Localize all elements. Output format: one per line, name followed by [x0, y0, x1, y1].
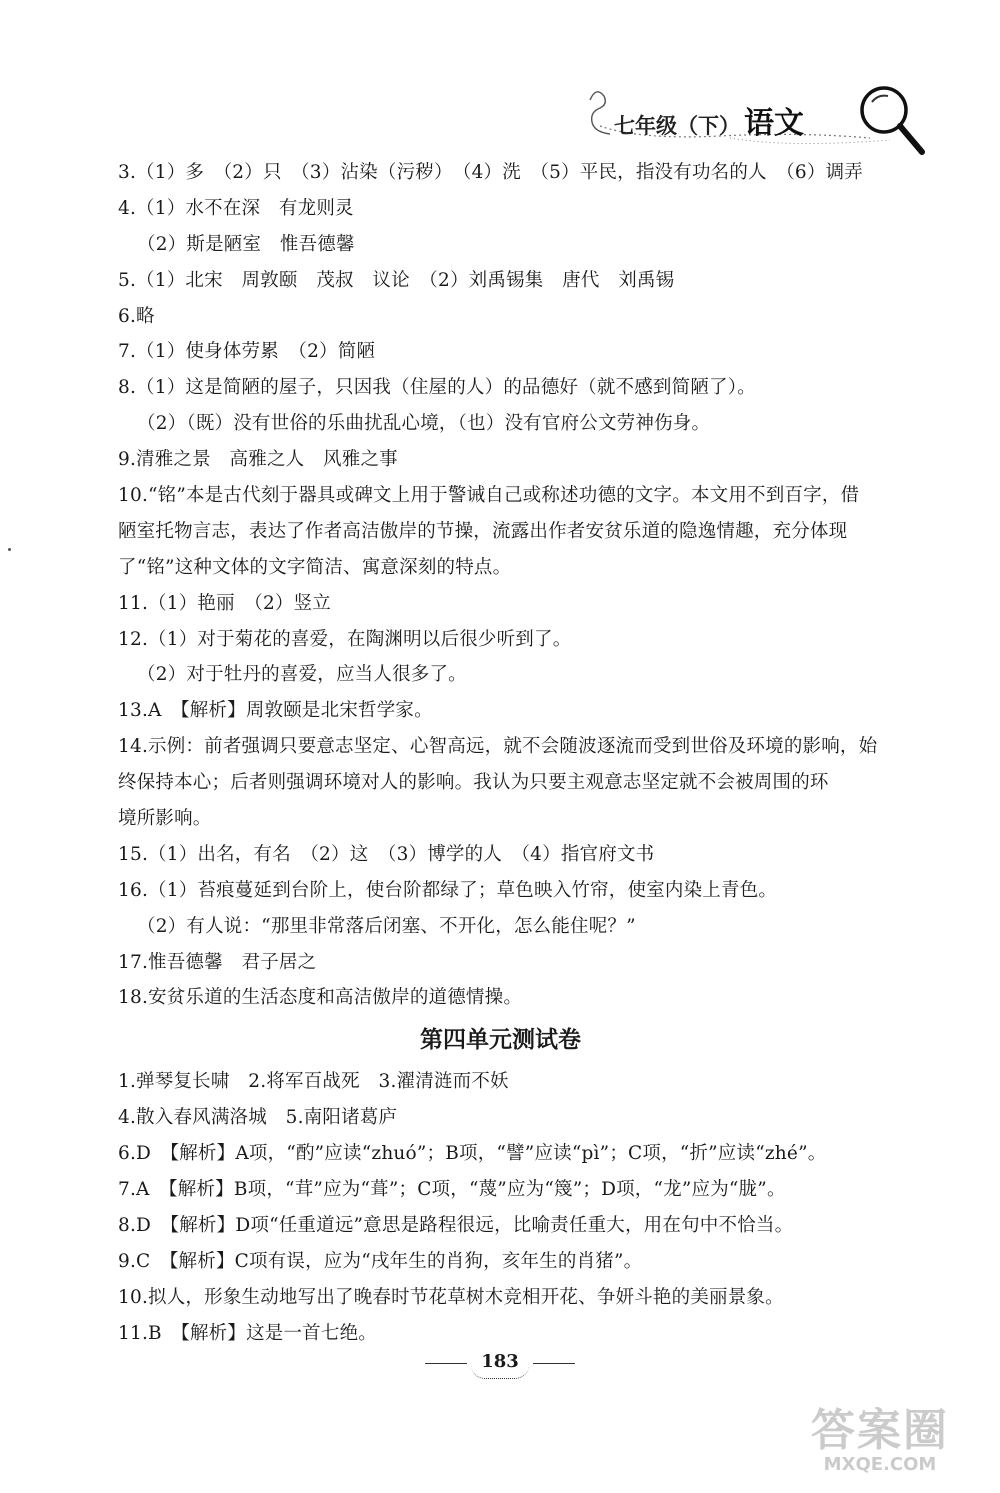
margin-mark [8, 548, 11, 551]
answer-line: 16.（1）苔痕蔓延到台阶上，使台阶都绿了；草色映入竹帘，使室内染上青色。 [118, 879, 778, 901]
answer-line: 9.C 【解析】C项有误，应为“戌年生的肖狗，亥年生的肖猪”。 [118, 1250, 643, 1272]
answer-line: 境所影响。 [118, 808, 212, 830]
answer-line: （2）有人说：“那里非常落后闭塞、不开化，怎么能住呢？” [137, 915, 636, 937]
subject-label: 语文 [744, 106, 804, 141]
answer-line: 6.D 【解析】A项，“酌”应读“zhuó”；B项，“譬”应读“pì”；C项，“折”应读“zhé”。 [118, 1143, 827, 1165]
answers-part-one [118, 155, 918, 1016]
grade-label: 七年级（下） [614, 114, 740, 138]
answer-line: （2）斯是陋室 惟吾德馨 [137, 233, 355, 255]
answer-content [118, 155, 918, 1352]
answer-line: 7.（1）使身体劳累 （2）简陋 [118, 341, 376, 363]
watermark-logo-text: 答案圈 [811, 1405, 949, 1456]
answer-line: 了“铭”这种文体的文字简洁、寓意深刻的特点。 [118, 556, 512, 578]
answer-line: 14.示例：前者强调只要意志坚定、心智高远，就不会随波逐流而受到世俗及环境的影响，始 [118, 736, 878, 758]
section-title: 第四单元测试卷 [420, 1027, 581, 1054]
answer-line: 8.（1）这是简陋的屋子，只因我（住屋的人）的品德好（就不感到简陋了）。 [118, 377, 756, 399]
page-footer [0, 1345, 1000, 1379]
answer-line: 10.“铭”本是古代刻于器具或碑文上用于警诫自己或称述功德的文字。本文用不到百字，借 [118, 485, 860, 507]
answer-line: （2）（既）没有世俗的乐曲扰乱心境，（也）没有官府公文劳神伤身。 [137, 413, 711, 435]
answer-line: 3.（1）多 （2）只 （3）沾染（污秽） （4）洗 （5）平民，指没有功名的人 （6）调弄 [118, 162, 863, 183]
answer-line: 18.安贫乐道的生活态度和高洁傲岸的道德情操。 [118, 987, 523, 1009]
answer-line: 8.D 【解析】D项“任重道远”意思是路程很远，比喻责任重大，用在句中不恰当。 [118, 1214, 794, 1236]
watermark-logo [790, 1394, 970, 1475]
answer-line: 7.A 【解析】B项，“茸”应为“葺”；C项，“蔑”应为“篾”；D项，“龙”应为“胧”。 [118, 1179, 786, 1201]
answer-line: 12.（1）对于菊花的喜爱，在陶渊明以后很少听到了。 [118, 628, 572, 650]
page-header [580, 78, 940, 158]
answer-line: 17.惟吾德馨 君子居之 [118, 951, 317, 973]
watermark-site-text: MXQE.COM [823, 1454, 937, 1475]
answer-line: （2）对于牡丹的喜爱，应当人很多了。 [137, 664, 467, 686]
answer-line: 11.B 【解析】这是一首七绝。 [118, 1322, 377, 1344]
answer-line: 9.清雅之景 高雅之人 风雅之事 [118, 449, 398, 471]
answers-part-two [118, 1064, 918, 1351]
answer-line: 10.拟人，形象生动地写出了晚春时节花草树木竞相开花、争妍斗艳的美丽景象。 [118, 1286, 784, 1308]
answer-line: 13.A 【解析】周敦颐是北宋哲学家。 [118, 700, 433, 722]
answer-line: 11.（1）艳丽 （2）竖立 [118, 592, 332, 614]
answer-line: 1.弹琴复长啸 2.将军百战死 3.濯清涟而不妖 [118, 1071, 509, 1093]
answer-line: 4.（1）水不在深 有龙则灵 [118, 197, 354, 219]
answer-line: 陋室托物言志，表达了作者高洁傲岸的节操，流露出作者安贫乐道的隐逸情趣，充分体现 [118, 520, 848, 542]
answer-line: 5.（1）北宋 周敦颐 茂叔 议论 （2）刘禹锡集 唐代 刘禹锡 [118, 269, 675, 291]
answer-line: 6.略 [118, 305, 155, 327]
answer-line: 终保持本心；后者则强调环境对人的影响。我认为只要主观意志坚定就不会被周围的环 [118, 772, 829, 794]
page-number: 183 [471, 1345, 529, 1379]
magnifier-icon [850, 80, 930, 158]
answer-line: 15.（1）出名，有名 （2）这 （3）博学的人 （4）指官府文书 [118, 843, 655, 865]
header-title [614, 98, 804, 142]
answer-line: 4.散入春风满洛城 5.南阳诸葛庐 [118, 1107, 398, 1129]
